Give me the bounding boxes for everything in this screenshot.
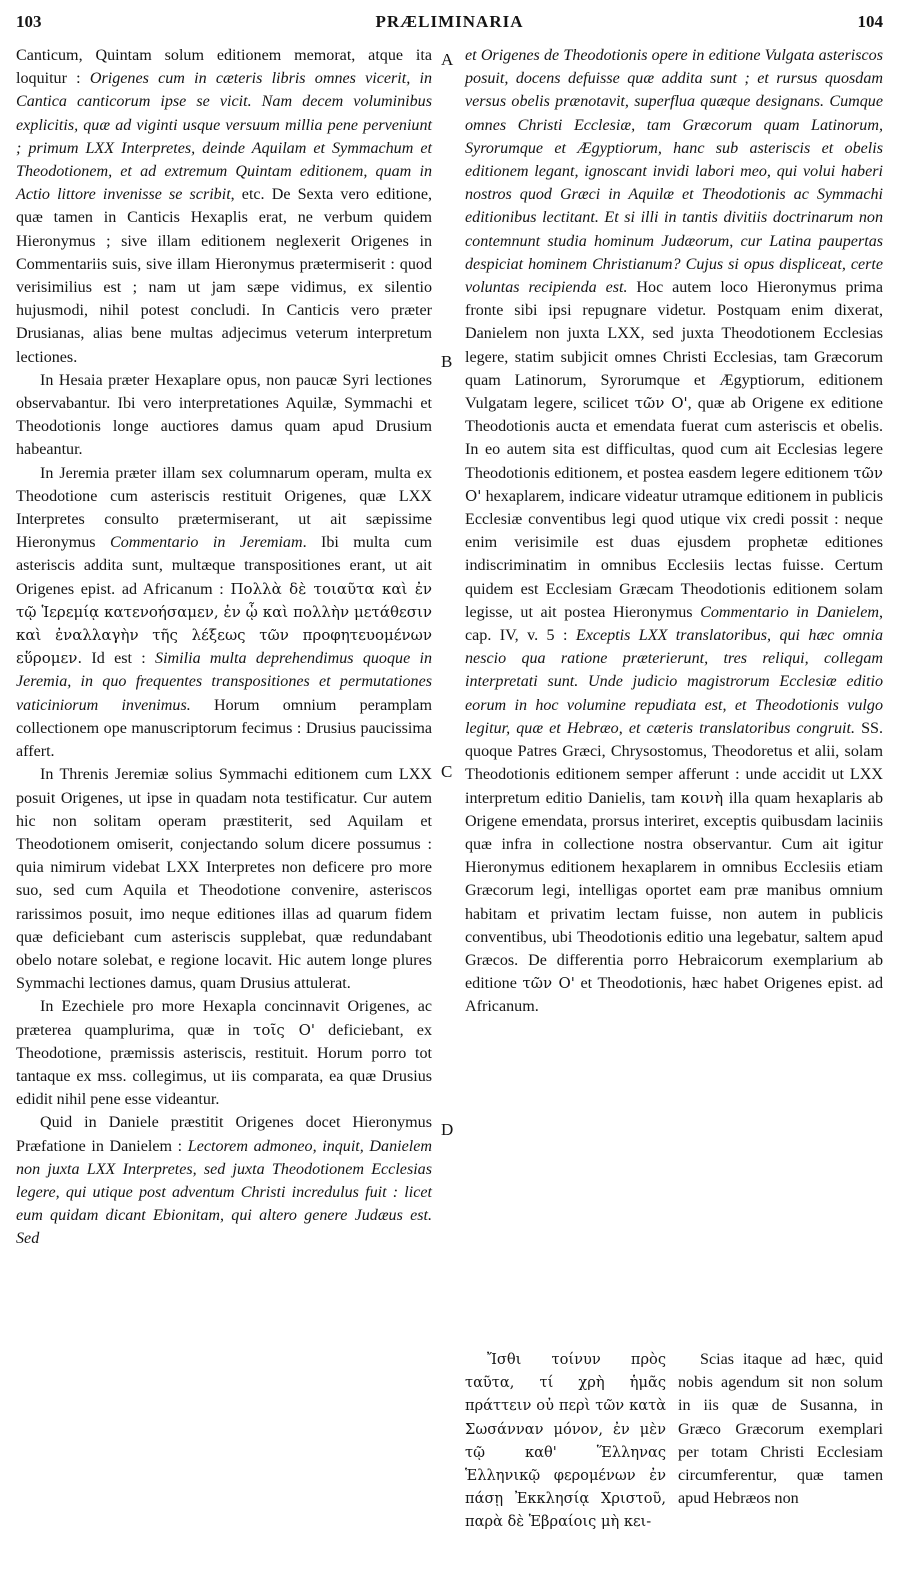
- left-paragraph: [16, 462, 432, 764]
- body-text: In Hesaia præter Hexaplare opus, non paucæ Syri lectiones observabantur. Ibi vero interpretationes Aquilæ, Symmachi et Theodotionis longe auctiores damus quam apud Drusium habeantur.: [16, 371, 432, 459]
- body-text: SS. quoque Patres Græci, Chrysostomus, Theodoretus et alii, solam Theodotionis editionem semper afferunt : unde accidit ut LXX interpretum editio Danielis, tam: [465, 719, 883, 807]
- greek-quotation-column: [465, 1348, 666, 1534]
- page-number-right: 104: [857, 12, 883, 31]
- body-text: In Jeremia præter illam sex columnarum operam, multa ex Theodotione cum asteriscis restituit Origenes, quæ LXX Interpretes consulto prætermiserant, ut ait sæpissime Hieronymus: [16, 464, 432, 552]
- italic-text: Similia multa deprehendimus quoque in Jeremia, in quo frequentes transpositiones et permutationes vaticiniorum invenimus.: [16, 650, 432, 714]
- right-paragraph: [465, 44, 883, 1019]
- body-text: Hoc autem loco Hieronymus prima fronte sibi ipsi repugnare videtur. Postquam enim dixerat, Danielem non juxta LXX, sed juxta Theodotionem Ecclesias legere, statim subjicit omnes Christi Ecclesias, tam Græcorum quam Latinorum, Syrorumque et Ægyptiorum, editionem Vulgatam legere, scilicet: [465, 279, 883, 413]
- greek-text: κοινὴ: [680, 788, 724, 807]
- body-text: In Ezechiele pro more Hexapla concinnavit Origenes, ac præterea quamplurima, quæ in: [16, 998, 432, 1039]
- italic-text: Lectorem admoneo, inquit, Danielem non juxta LXX Interpretes, sed juxta Theodotionem Ecclesias legere, qui utique post adventum Christi incredulus fuit : licet eum quidam dicant Ebionitam, qui altero genere Judæus est. Sed: [16, 1137, 432, 1248]
- italic-text: Commentario in Jeremiam: [109, 534, 303, 552]
- italic-text: Origenes cum in cæteris libris omnes vicerit, in Cantica canticorum ipse se vicit. Nam decem voluminibus explicitis, quæ ad viginti usque versuum millia pene perveniunt ; primum LXX Interpretes, deinde Aquilam et Symmachum et Theodotionem, et ad extremum Quintam editionem, quam in Actio littore invenisse se scribit: [16, 70, 432, 204]
- body-text: Horum omnium peramplam collectionem ope manuscriptorum fecimus : Drusius paucissima affert.: [16, 696, 432, 761]
- body-text: , quæ ab Origene ex editione Theodotionis aucta et emendata fuerat cum asteriscis et obelis. In eo autem sita est difficultas, quod cum ait Ecclesias legere Theodotionis editionem, et postea easdem legere editionem: [465, 395, 884, 482]
- left-paragraph: [16, 44, 432, 369]
- latin-translation-column: [678, 1348, 883, 1510]
- page-number-left: 103: [16, 12, 42, 31]
- italic-text: et Origenes de Theodotionis opere in editione Vulgata asteriscos posuit, docens defuisse quæ addita sunt ; et rursus quosdam versus obelis prænotavit, superflua quæque designans. Cumque omnes Christi Ecclesiæ, tam Græcorum quam Latinorum, Syrorumque et Ægyptiorum, hanc sub asteriscis et obelis editionem legant, ignoscant invidi labori meo, qui volui haberi nostros quod Græci in Aquilæ et Theodotionis ac Symmachi editionibus lectitant. Et si illi in tantis divitiis doctrinarum non contemnunt studia hominum Judæorum, cur Latina paupertas despiciat hominem Christianum? Cujus si opus displiceat, certe voluntas recipienda est.: [465, 47, 883, 297]
- italic-text: Exceptis LXX translatoribus, qui hæc omnia nescio qua ratione præterierunt, tres reliqui, collegam interpretati sunt. Unde judicio magistrorum Ecclesiæ editio eorum in hoc volumine repudiata est, et Theodotionis vulgo legitur, quæ et Hebræo, et cæteris translatoribus congruit.: [465, 627, 883, 737]
- margin-letter-a: A: [441, 50, 454, 69]
- body-text: et Theodotionis, hæc habet Origenes epist. ad Africanum.: [465, 975, 883, 1016]
- italic-text: Commentario in Danielem: [700, 603, 879, 621]
- latin-translation: Scias itaque ad hæc, quid nobis agendum sit non solum in iis quæ de Susanna, in Græco Græcorum exemplari per totam Christi Ecclesiam circumferentur, quæ tamen apud Hebræos non: [678, 1351, 883, 1508]
- greek-text: τοῖς Ο': [253, 1020, 316, 1039]
- greek-text: τῶν Ο': [522, 974, 575, 993]
- margin-letter-d: D: [441, 1120, 454, 1139]
- body-text: , etc. De Sexta vero editione, quæ tamen in Canticis Hexaplis erat, ne verbum quidem Hieronymus ; sive illam editionem neglexerit Origenes in Commentariis suis, sive illam Hieronymus prætermiserit : quod verisimilius est ; nam ut jam sæpe vidimus, ex silentio hujusmodi, nihil potest concludi. In Canticis vero præter Drusianas, alias bene multas adjecimus veterum interpretum lectiones.: [16, 186, 433, 366]
- greek-text: Πολλὰ δὲ τοιαῦτα καὶ ἐν τῷ Ἱερεμίᾳ κατενοήσαμεν, ἐν ᾧ καὶ πολλὴν μετάθεσιν καὶ ἐναλλαγὴν τῆς λέξεως τῶν προφητευομένων εὕρομεν.: [16, 579, 432, 668]
- left-paragraph: [16, 369, 432, 462]
- body-text: hexaplarem, indicare videatur utramque editionem in publicis Ecclesiæ conventibus legi quod utique vix credi possit : neque enim verisimile est duas ejusdem prophetæ editiones indiscriminatim in omnibus Ecclesiis lectas fuisse. Certum quidem est Ecclesiam Græcam Theodotionis editionem solam legisse, ut ait postea Hieronymus: [465, 487, 883, 621]
- left-paragraph: [16, 763, 432, 995]
- body-text: Quid in Daniele præstitit Origenes docet Hieronymus Præfatione in Danielem :: [16, 1114, 432, 1155]
- greek-text: τῶν Ο': [634, 394, 688, 413]
- body-text: deficiebant, ex Theodotione, præmissis asteriscis, restituit. Horum porro tot tantaque ex mss. collegimus, ut iis comparata, ea quæ Drusius edidit nihil pene esse videantur.: [16, 1021, 432, 1109]
- body-text: Canticum, Quintam solum editionem memorat, atque ita loquitur :: [16, 47, 432, 88]
- left-paragraph: [16, 1111, 432, 1250]
- body-text: In Threnis Jeremiæ solius Symmachi editionem cum LXX posuit Origenes, ut ipse in quadam nota testificatur. Cur autem hic non solitam operam præstiterit, sed Aquilam et Theodotionem omiserit, conjectando solum dicere possumus : quia nimirum videbat LXX Interpretes non deficere pro more suo, sed cum Aquila et Theodotione convenire, asteriscos rarissimos posuit, imo neque editiones illas ad quarum fidem quæ deficiebant cum asteriscis supplebat, quæ redundabant obelo notare solebat, e regione locavit. Hic autem longe plures Symmachi lectiones damus, quam Drusius attulerat.: [16, 766, 432, 993]
- margin-letter-c: C: [441, 762, 453, 781]
- body-text: , cap. IV, v. 5 :: [465, 603, 883, 645]
- left-paragraph: [16, 995, 432, 1111]
- body-text: . Ibi multa cum asteriscis addita sunt, multæque transpositiones erant, ut ait Origenes epist. ad Africanum :: [16, 534, 432, 598]
- right-text-column: [465, 44, 883, 1019]
- margin-letter-b: B: [441, 352, 453, 371]
- body-text: Id est :: [82, 650, 156, 668]
- left-text-column: [16, 44, 432, 1251]
- greek-text: τῶν Ο': [465, 463, 883, 505]
- body-text: illa quam hexaplaris ab Origene emendata, prorsus interiret, exceptis quibusdam laciniis quæ infra in collectione nostra observantur. Cum ait igitur Hieronymus editionem hexaplarem in omnibus Ecclesiis etiam Græcorum legi, intelligas oportet eam præ manibus omnium habitam et privatim lectam fuisse, non autem in publicis conventibus, ubi Theodotionis editio una legebatur, saltem apud Græcos. De differentia porro Hebraicorum exemplarium ab editione: [465, 789, 883, 993]
- greek-quotation: Ἴσθι τοίνυν πρὸς ταῦτα, τί χρὴ ἡμᾶς πράττειν οὐ περὶ τῶν κατὰ Σωσάνναν μόνον, ἐν μὲν τῷ καθ' Ἕλληνας Ἑλληνικῷ φερομένων ἐν πάσῃ Ἐκκλησίᾳ Χριστοῦ, παρὰ δὲ Ἑβραίοις μὴ κει-: [465, 1351, 666, 1531]
- running-title: PRÆLIMINARIA: [375, 12, 524, 31]
- running-header: [16, 12, 883, 38]
